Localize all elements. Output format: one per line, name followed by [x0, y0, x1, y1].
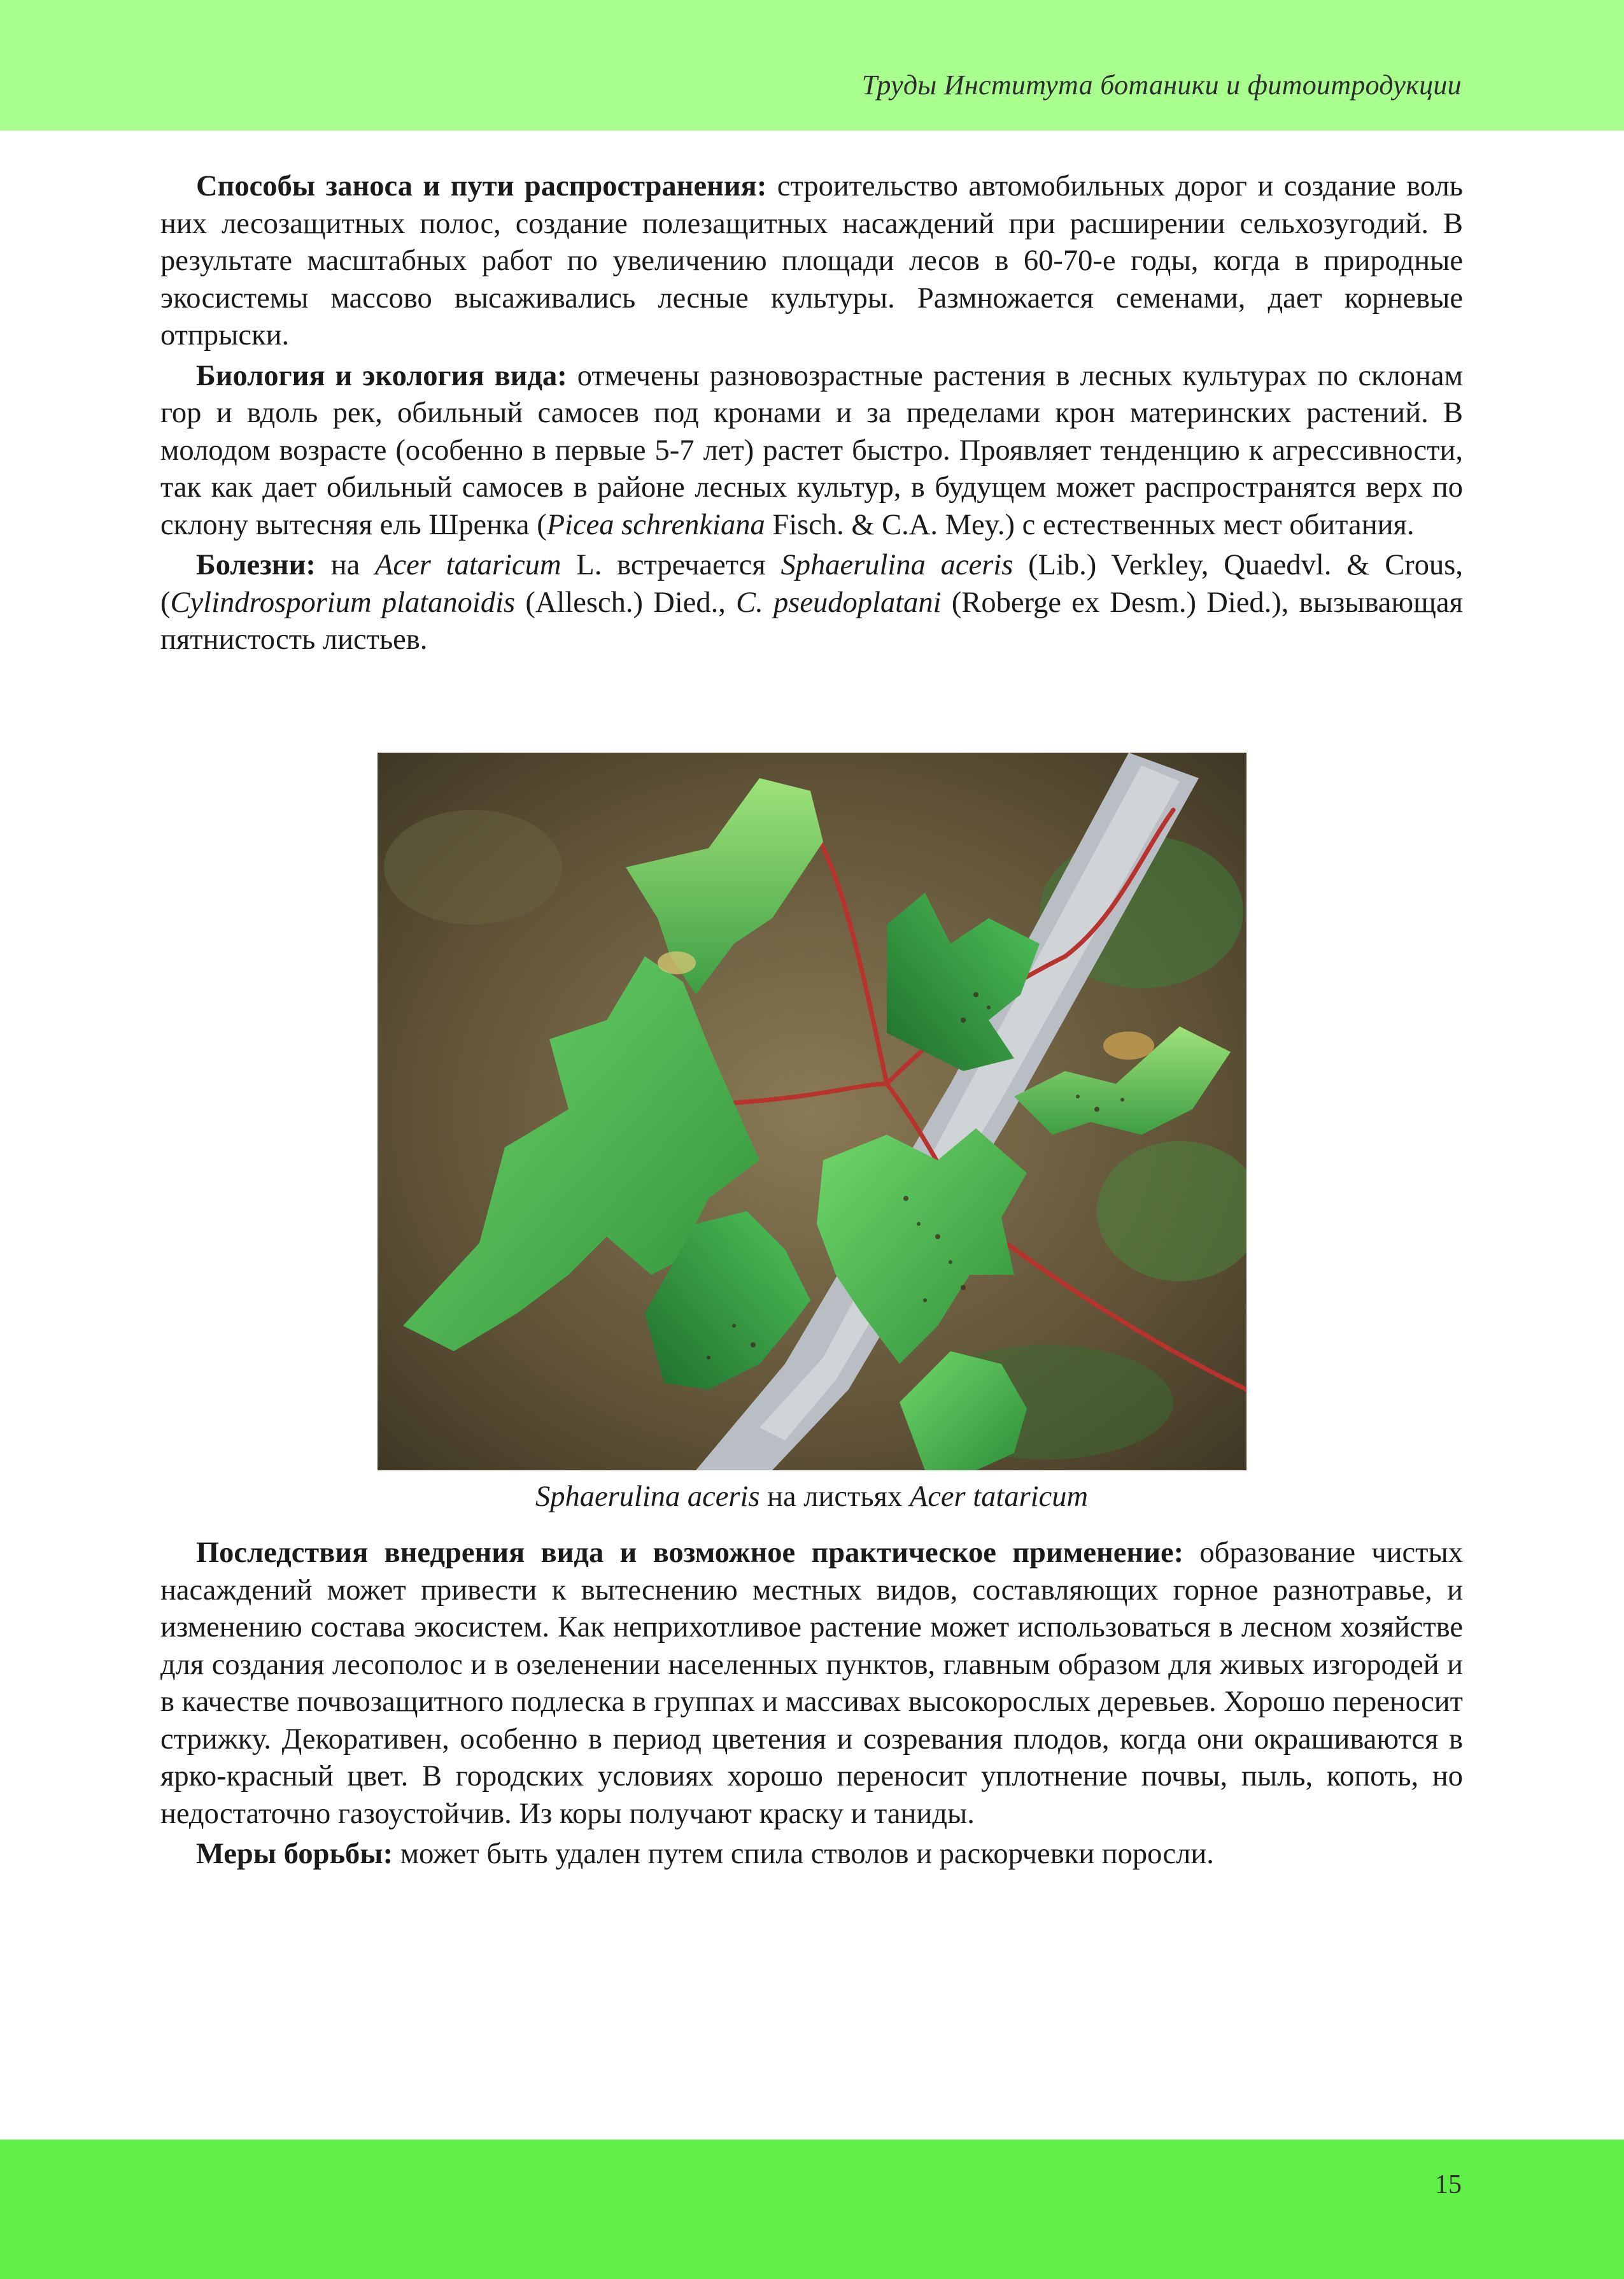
- paragraph-biology-ecology: Биология и экология вида: отмечены разновозрастные растения в лесных культурах по склонам гор и вдоль рек, обильный самосев под кронами и за пределами крон материнских растений. В молодом возрасте (особенно в первые 5-7 лет) растет быстро. Проявляет тенденцию к агрессивности, так как дает обильный самосев в районе лесных культур, в будущем может распространятся верх по склону вытесняя ель Шренка (Picea schrenkiana Fisch. & C.A. Mey.) с естественных мест обитания.: [160, 359, 1463, 541]
- heading-introduction-pathways: Способы заноса и пути распространения:: [196, 170, 767, 202]
- maple-leaves-photo: [378, 753, 1246, 1470]
- species-name: Sphaerulina aceris: [780, 549, 1013, 581]
- text-block-top: [160, 168, 1463, 662]
- heading-control-measures: Меры борьбы:: [196, 1838, 393, 1870]
- species-name: Cylindrosporium platanoidis: [170, 586, 516, 619]
- species-name: Acer tataricum: [375, 549, 561, 581]
- text-block-bottom: [160, 1535, 1463, 1877]
- journal-title: Труды Института ботаники и фитоитродукции: [861, 69, 1462, 101]
- paragraph-introduction-pathways: Способы заноса и пути распространения: строительство автомобильных дорог и создание воль них лесозащитных полос, создание полезащитных насаждений при расширении сельхозугодий. В результате масштабных работ по увеличению площади лесов в 60-70-е годы, когда в природные экосистемы массово высаживались лесные культуры. Размножается семенами, дает корневые отпрыски.: [160, 170, 1463, 351]
- species-name: C. pseudoplatani: [736, 586, 942, 619]
- caption-host: Acer tataricum: [909, 1480, 1089, 1513]
- paragraph-control-measures: Меры борьбы: может быть удален путем спила стволов и раскорчевки поросли.: [196, 1838, 1214, 1870]
- header-band: [0, 0, 1624, 131]
- footer-band: [0, 2140, 1624, 2279]
- caption-species: Sphaerulina aceris: [535, 1480, 760, 1513]
- paragraph-diseases: Болезни: на Acer tataricum L. встречается Sphaerulina aceris (Lib.) Verkley, Quaedvl. & Crous, (Cylindrosporium platanoidis (Allesch.) Died., C. pseudoplatani (Roberge ex Desm.) Died.), вызывающая пятнистость листьев.: [160, 549, 1464, 656]
- heading-diseases: Болезни:: [196, 549, 316, 581]
- figure-caption: Sphaerulina aceris на листьях Acer tataricum: [535, 1480, 1089, 1513]
- page-number: 15: [1435, 2170, 1462, 2199]
- heading-biology-ecology: Биология и экология вида:: [196, 359, 567, 392]
- species-name: Picea schrenkiana: [546, 508, 765, 541]
- paragraph-consequences: Последствия внедрения вида и возможное практическое применение: образование чистых насаждений может привести к вытеснению местных видов, составляющих горное разнотравье, и изменению состава экосистем. Как неприхотливое растение может использоваться в лесном хозяйстве для создания лесополос и в озеленении населенных пунктов, главным образом для живых изгородей и в качестве почвозащитного подлеска в группах и массивах высокорослых деревьев. Хорошо переносит стрижку. Декоративен, особенно в период цветения и созревания плодов, когда они окрашиваются в ярко-красный цвет. В городских условиях хорошо переносит уплотнение почвы, пыль, копоть, но недостаточно газоустойчив. Из коры получают краску и таниды.: [160, 1537, 1463, 1830]
- heading-consequences: Последствия внедрения вида и возможное практическое применение:: [196, 1537, 1184, 1569]
